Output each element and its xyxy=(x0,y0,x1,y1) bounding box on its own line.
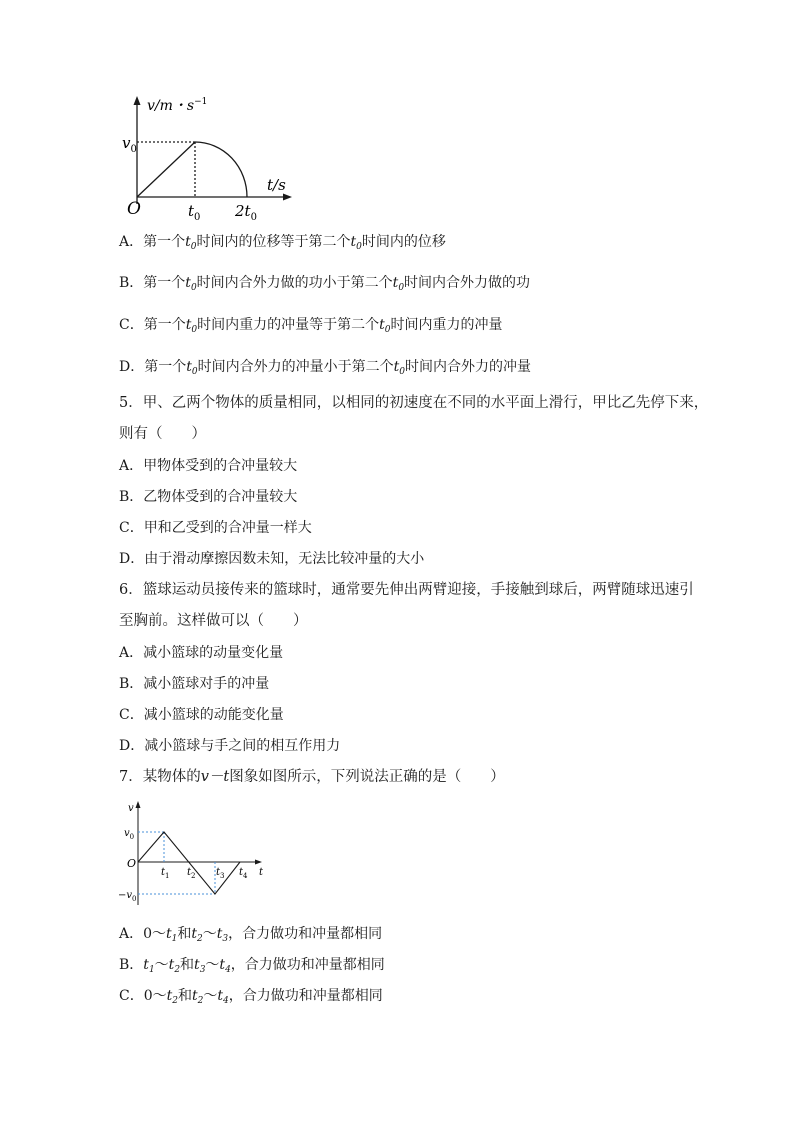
neg-v0-label: $-v_0$ xyxy=(118,890,137,903)
q6-stem-line2: 至胸前。这样做可以（ ） xyxy=(119,613,308,629)
t2-label: $t_2$ xyxy=(187,867,196,880)
v0-label: $v_0$ xyxy=(122,134,137,155)
x-axis-arrow-icon xyxy=(283,194,292,201)
rising-line xyxy=(137,142,195,197)
t4-label: $t_4$ xyxy=(239,867,248,880)
q5-option-a: A．甲物体受到的合冲量较大 xyxy=(119,458,298,474)
t0-label: $t_0$ xyxy=(188,202,201,222)
q4-option-b: B．第一个$t_0$时间内合外力做的功小于第二个$t_0$时间内合外力做的功 xyxy=(119,275,531,293)
t1-label: $t_1$ xyxy=(161,867,170,880)
q6-option-a: A．减小篮球的动量变化量 xyxy=(119,645,284,661)
origin-label: O xyxy=(127,857,137,870)
q5-option-c: C．甲和乙受到的合冲量一样大 xyxy=(119,520,312,536)
q6-stem-line1: 6．篮球运动员接传来的篮球时，通常要先伸出两臂迎接，手接触到球后，两臂随球迅速引 xyxy=(119,582,694,598)
v-axis-label: v xyxy=(128,803,134,814)
x-axis-arrow-icon xyxy=(255,860,262,865)
q5-option-d: D．由于滑动摩擦因数未知，无法比较冲量的大小 xyxy=(119,551,425,567)
v0-label: $v_0$ xyxy=(124,828,135,841)
vt-curve xyxy=(138,832,240,894)
q5-option-b: B．乙物体受到的合冲量较大 xyxy=(119,489,298,505)
q6-option-c: C．减小篮球的动能变化量 xyxy=(119,707,284,723)
origin-label: O xyxy=(127,199,141,219)
y-axis-label: v/m・$s^{-1}$ xyxy=(147,97,208,114)
t3-label: $t_3$ xyxy=(216,867,225,880)
q5-stem-line1: 5．甲、乙两个物体的质量相同，以相同的初速度在不同的水平面上滑行，甲比乙先停下来， xyxy=(119,395,709,411)
q5-stem-line2: 则有（ ） xyxy=(119,426,206,442)
q4-option-c: C．第一个$t_0$时间内重力的冲量等于第二个$t_0$时间内重力的冲量 xyxy=(119,317,503,335)
q7-stem: 7．某物体的v－t图象如图所示，下列说法正确的是（ ） xyxy=(119,769,505,785)
q6-option-d: D．减小篮球与手之间的相互作用力 xyxy=(119,738,341,754)
y-axis-arrow-icon xyxy=(134,96,141,105)
t-axis-label: t xyxy=(259,867,264,878)
q6-option-b: B．减小篮球对手的冲量 xyxy=(119,676,270,692)
q4-option-a: A．第一个$t_0$时间内的位移等于第二个$t_0$时间内的位移 xyxy=(119,234,446,252)
q4-option-d: D．第一个$t_0$时间内合外力的冲量小于第二个$t_0$时间内合外力的冲量 xyxy=(119,359,531,377)
figure-1-vt-graph xyxy=(115,92,305,222)
q7-option-a: A．$0\sim t_1$和$t_2\sim t_3$，合力做功和冲量都相同 xyxy=(119,926,383,944)
y-axis-arrow-icon xyxy=(136,801,141,808)
x-axis-label: t/s xyxy=(267,176,286,194)
two-t0-label: $2t_0$ xyxy=(235,202,257,222)
q7-option-b: B．$t_1\sim t_2$和$t_3\sim t_4$，合力做功和冲量都相同 xyxy=(119,957,385,975)
q7-option-c: C．$0\sim t_2$和$t_2\sim t_4$，合力做功和冲量都相同 xyxy=(119,988,383,1006)
figure-2-vt-graph xyxy=(118,797,268,915)
quarter-ellipse xyxy=(195,142,247,197)
